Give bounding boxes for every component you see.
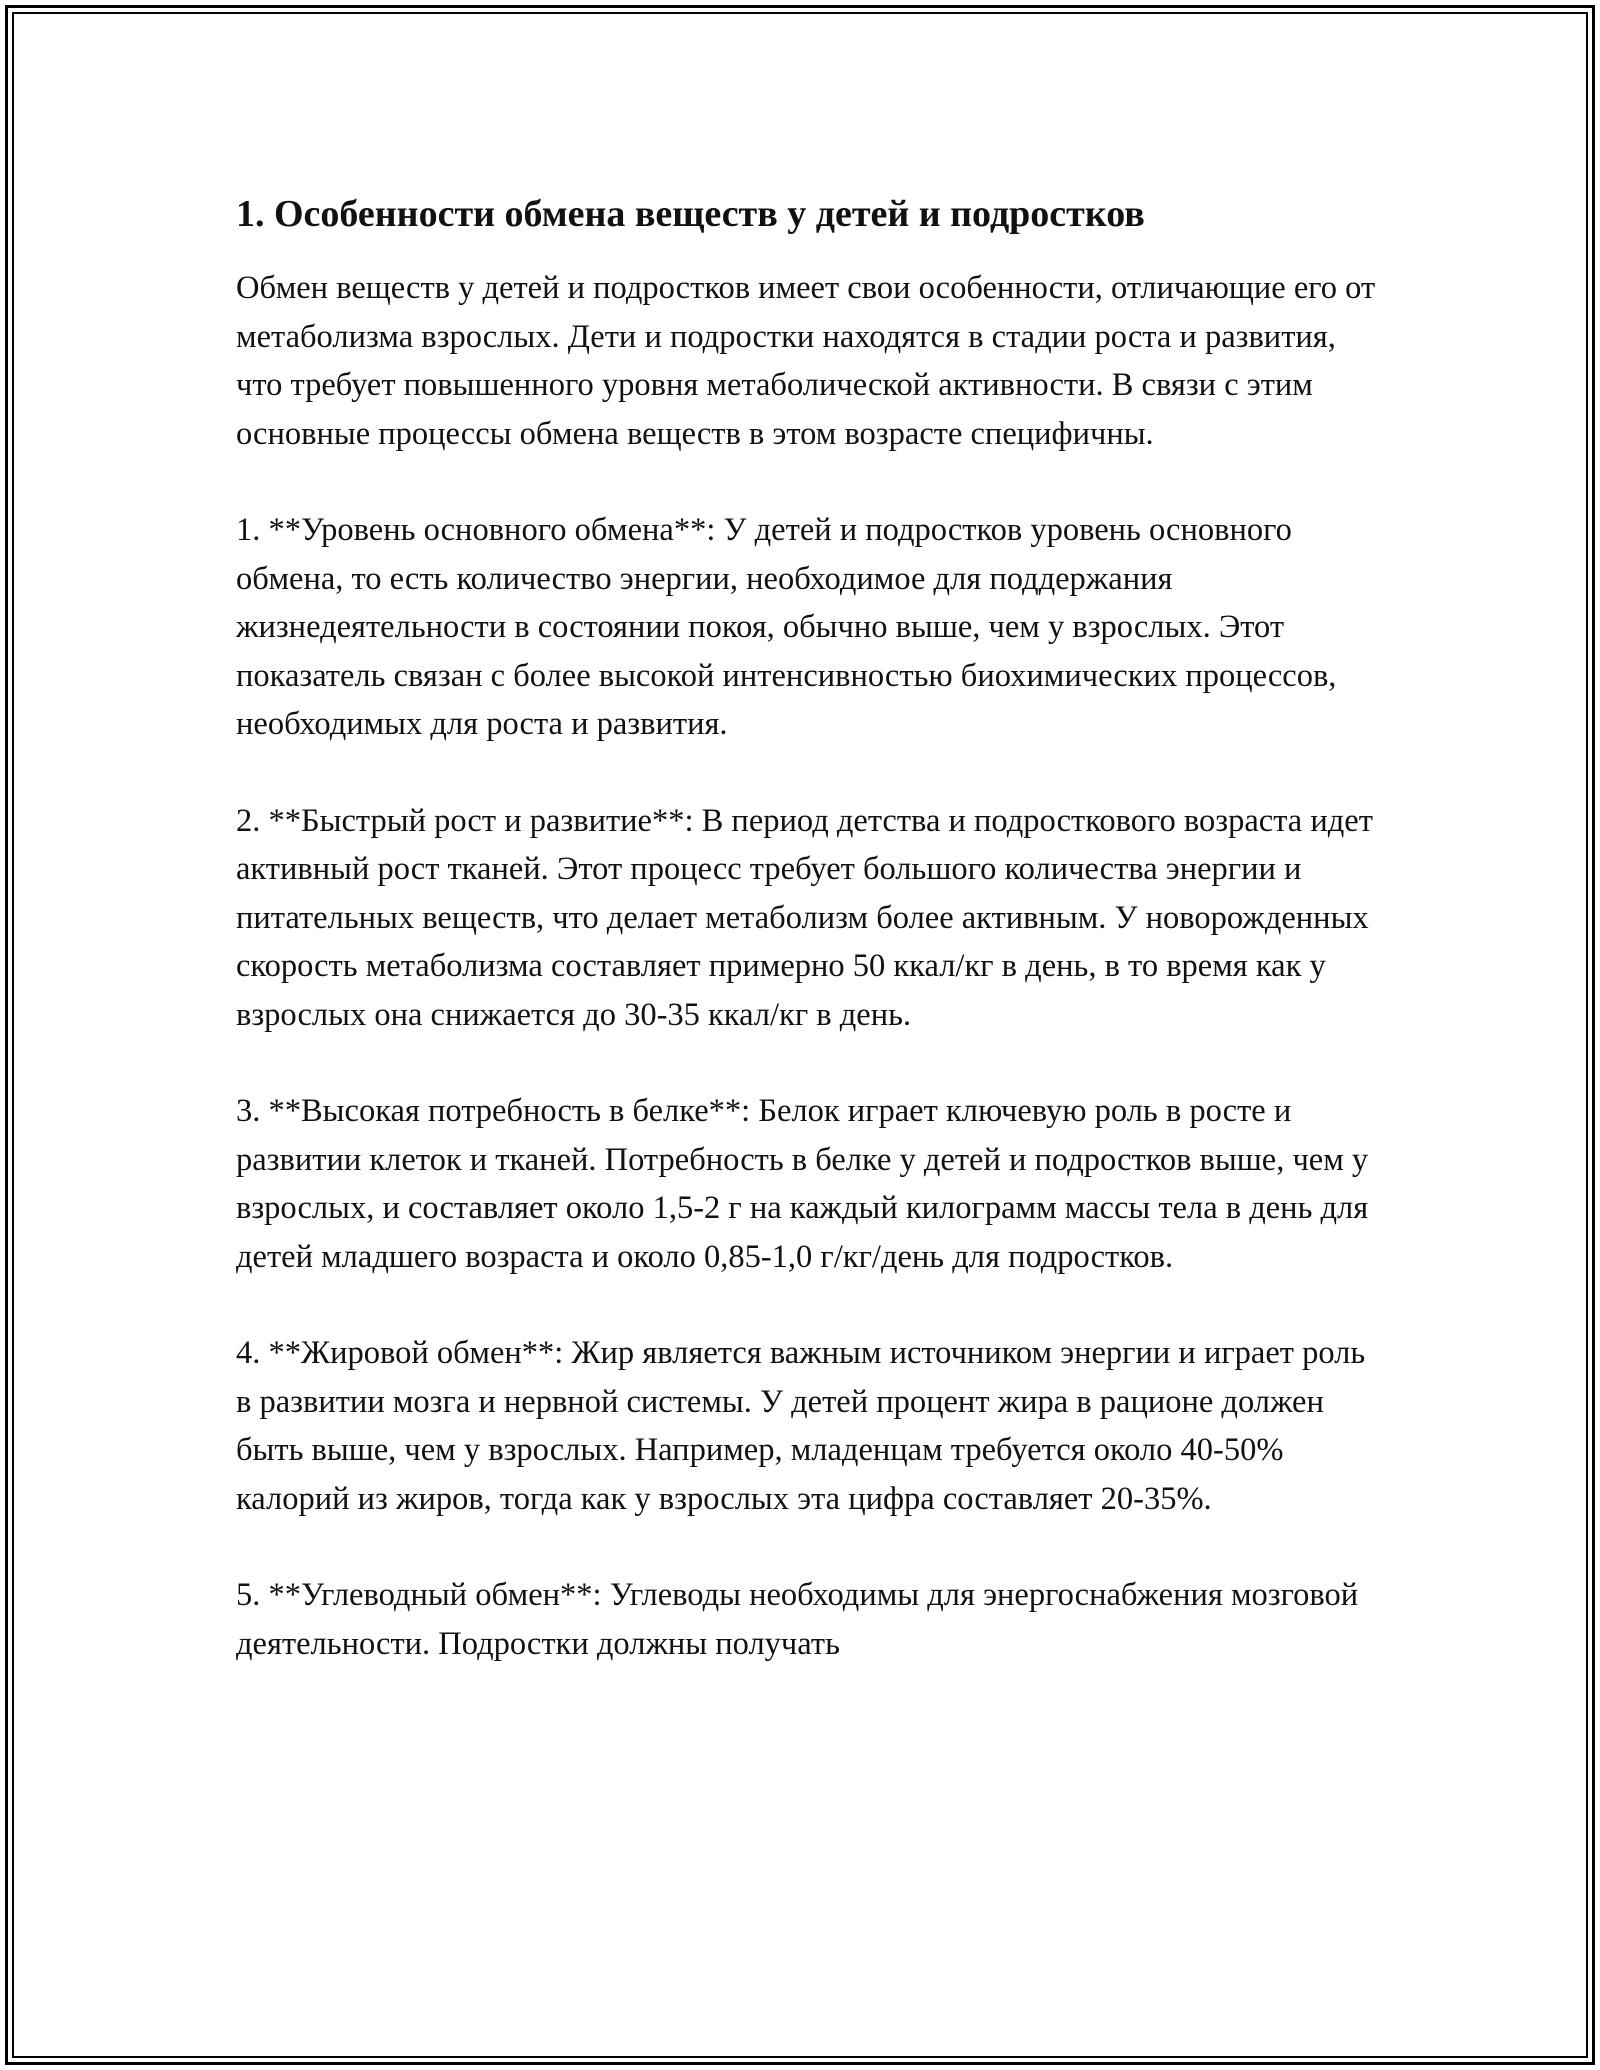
- section-heading: 1. Особенности обмена веществ у детей и подростков: [236, 193, 1145, 235]
- paragraph-growth: 2. **Быстрый рост и развитие**: В период детства и подросткового возраста идет активный рост тканей. Этот процесс требует большого количества энергии и питательных веществ, что делает метаболизм более активным. У новорожденных скорость метаболизма составляет примерно 50 ккал/кг в день, в то время как у взрослых она снижается до 30-35 ккал/кг в день.: [236, 802, 1373, 1033]
- paragraph-basal-metabolism: 1. **Уровень основного обмена**: У детей и подростков уровень основного обмена, то есть количество энергии, необходимое для поддержания жизнедеятельности в состоянии покоя, обычно выше, чем у взрослых. Этот показатель связан с более высокой интенсивностью биохимических процессов, необходимых для роста и развития.: [236, 512, 1337, 742]
- document-body: [236, 190, 1386, 1716]
- paragraph-protein: 3. **Высокая потребность в белке**: Белок играет ключевую роль в росте и развитии клеток и тканей. Потребность в белке у детей и подростков выше, чем у взрослых, и составляет около 1,5-2 г на каждый килограмм массы тела в день для детей младшего возраста и около 0,85-1,0 г/кг/день для подростков.: [236, 1093, 1369, 1275]
- paragraph-carbohydrate: 5. **Углеводный обмен**: Углеводы необходимы для энергоснабжения мозговой деятельности. Подростки должны получать: [236, 1577, 1359, 1662]
- intro-paragraph: Обмен веществ у детей и подростков имеет свои особенности, отличающие его от метаболизма взрослых. Дети и подростки находятся в стадии роста и развития, что требует повышенного уровня метаболической активности. В связи с этим основные процессы обмена веществ в этом возрасте специфичны.: [236, 270, 1376, 452]
- paragraph-fat: 4. **Жировой обмен**: Жир является важным источником энергии и играет роль в развитии мозга и нервной системы. У детей процент жира в рационе должен быть выше, чем у взрослых. Например, младенцам требуется около 40-50% калорий из жиров, тогда как у взрослых эта цифра составляет 20-35%.: [236, 1335, 1366, 1517]
